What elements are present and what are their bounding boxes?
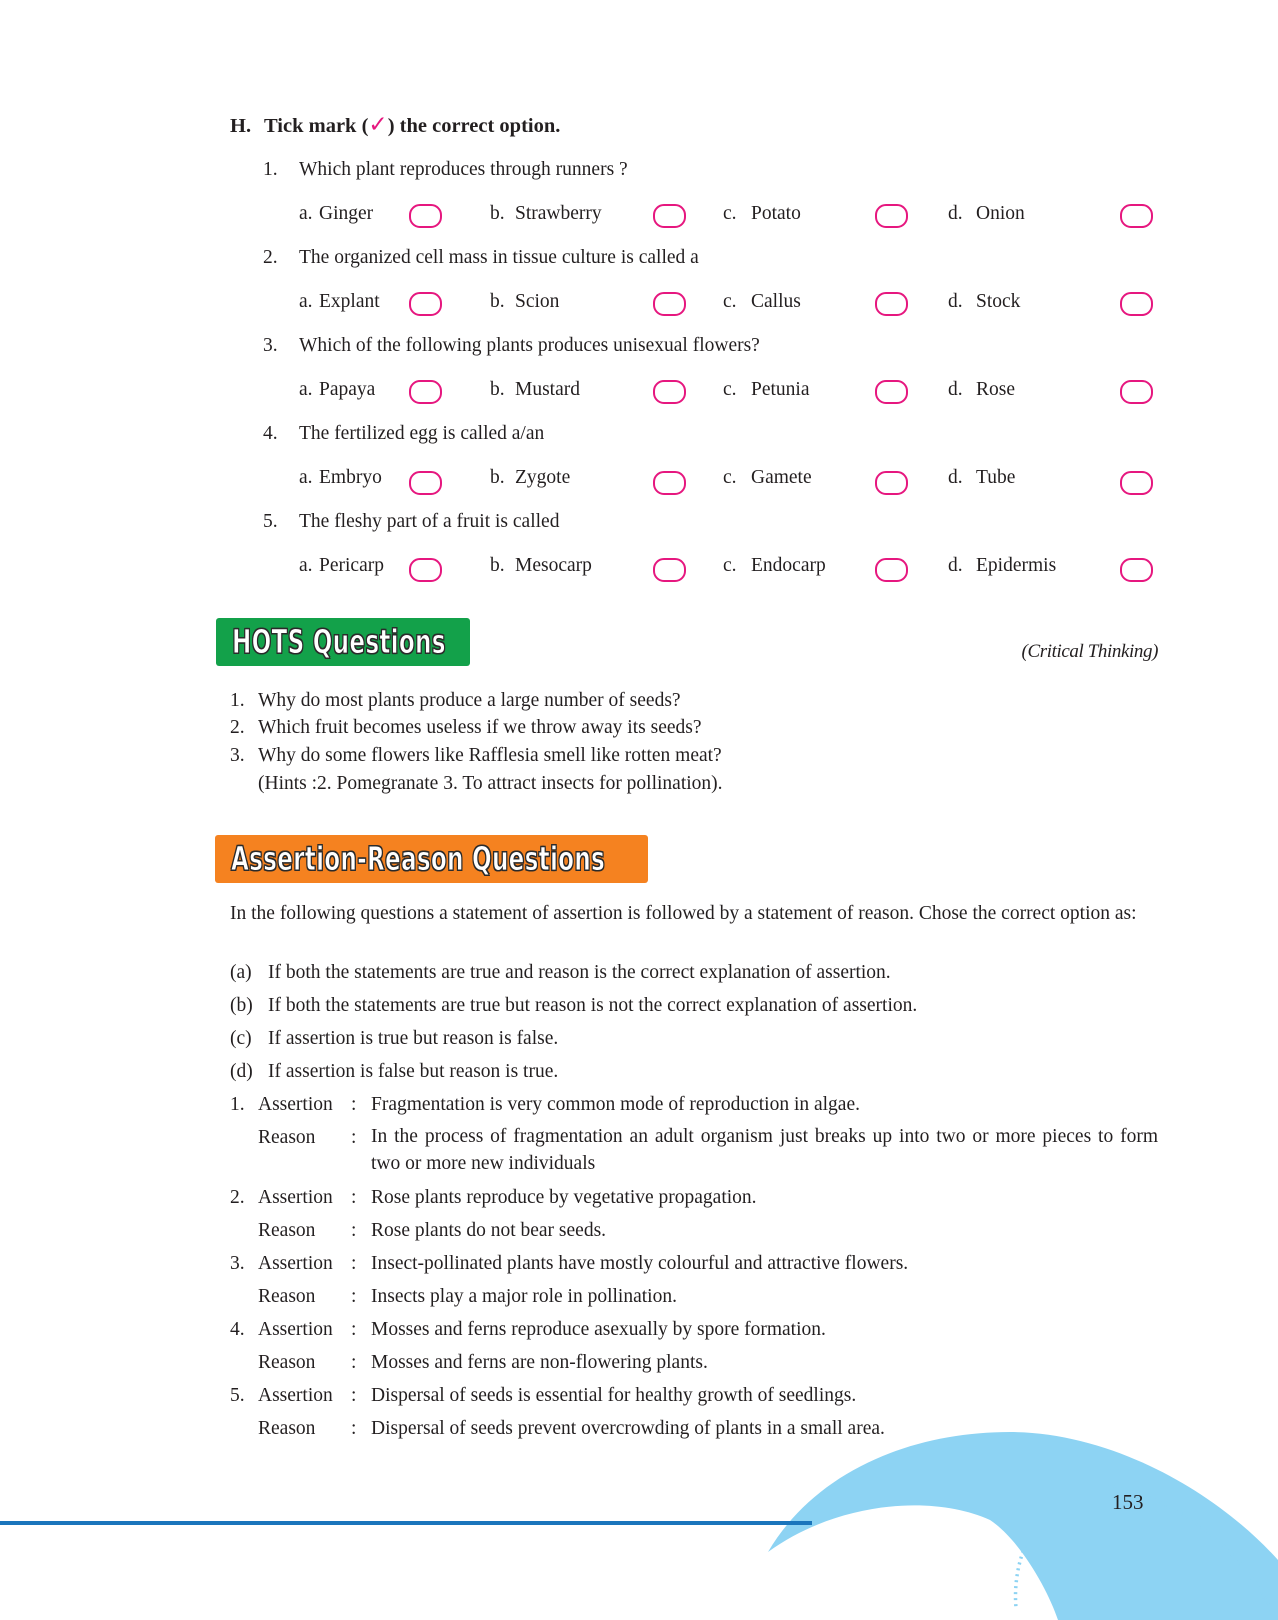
option-letter: d. <box>948 379 963 400</box>
option-letter: b. <box>490 203 505 224</box>
question-number: 4. <box>263 423 278 444</box>
answer-option-label: (b) <box>230 995 253 1016</box>
option-letter: d. <box>948 291 963 312</box>
option-text: Callus <box>751 291 801 312</box>
hots-question-number: 1. <box>230 690 245 711</box>
option-text: Pericarp <box>319 555 384 576</box>
question-text: The organized cell mass in tissue culture is called a <box>299 247 699 268</box>
option-text: Ginger <box>319 203 374 224</box>
hots-question-number: 3. <box>230 745 245 766</box>
option-letter: b. <box>490 467 505 488</box>
reason-label: Reason <box>258 1127 316 1148</box>
ar-question-number: 1. <box>230 1094 245 1115</box>
question-number: 5. <box>263 511 278 532</box>
option-text: Mustard <box>515 379 580 400</box>
reason-label: Reason <box>258 1418 316 1439</box>
page-number: 153 <box>1112 1490 1144 1514</box>
option-letter: a. <box>299 291 313 312</box>
question-text: Which of the following plants produces unisexual flowers? <box>299 335 760 356</box>
option-letter: d. <box>948 203 963 224</box>
hots-question-number: 2. <box>230 717 245 738</box>
hots-question-text: Why do most plants produce a large number of seeds? <box>258 690 681 711</box>
colon: : <box>351 1127 357 1148</box>
assertion-reason-intro: In the following questions a statement of assertion is followed by a statement of reason. Chose the correct option as: <box>230 903 1137 924</box>
reason-text: Mosses and ferns are non-flowering plants. <box>371 1352 708 1373</box>
assertion-text: Fragmentation is very common mode of reproduction in algae. <box>371 1094 860 1115</box>
reason-text: In the process of fragmentation an adult organism just breaks up into two or more pieces to form two or more new individuals <box>371 1126 1158 1174</box>
reason-text: Dispersal of seeds prevent overcrowding of plants in a small area. <box>371 1418 885 1439</box>
assertion-label: Assertion <box>258 1094 333 1115</box>
assertion-text: Rose plants reproduce by vegetative propagation. <box>371 1187 757 1208</box>
option-text: Rose <box>976 379 1015 400</box>
assertion-text: Mosses and ferns reproduce asexually by spore formation. <box>371 1319 826 1340</box>
option-letter: c. <box>723 291 737 312</box>
assertion-label: Assertion <box>258 1319 333 1340</box>
option-text: Embryo <box>319 467 382 488</box>
answer-option-text: If both the statements are true but reason is not the correct explanation of assertion. <box>268 995 918 1016</box>
option-letter: c. <box>723 379 737 400</box>
colon: : <box>351 1385 357 1406</box>
colon: : <box>351 1253 357 1274</box>
critical-thinking-label: (Critical Thinking) <box>1021 641 1158 662</box>
option-text: Zygote <box>515 467 571 488</box>
option-letter: c. <box>723 203 737 224</box>
question-number: 3. <box>263 335 278 356</box>
colon: : <box>351 1187 357 1208</box>
hots-hints: (Hints :2. Pomegranate 3. To attract insects for pollination). <box>258 773 723 794</box>
option-text: Explant <box>319 291 380 312</box>
reason-text: Insects play a major role in pollination. <box>371 1286 677 1307</box>
colon: : <box>351 1418 357 1439</box>
ar-question-number: 4. <box>230 1319 245 1340</box>
assertion-label: Assertion <box>258 1253 333 1274</box>
option-text: Petunia <box>751 379 810 400</box>
question-number: 1. <box>263 159 278 180</box>
option-letter: d. <box>948 555 963 576</box>
option-letter: c. <box>723 555 737 576</box>
colon: : <box>351 1286 357 1307</box>
colon: : <box>351 1319 357 1340</box>
option-letter: b. <box>490 555 505 576</box>
option-letter: a. <box>299 203 313 224</box>
option-letter: c. <box>723 467 737 488</box>
option-letter: b. <box>490 291 505 312</box>
option-text: Potato <box>751 203 801 224</box>
section-h-title-end: ) the correct option. <box>387 115 561 137</box>
hots-title: HOTS Questions <box>232 622 446 661</box>
option-text: Onion <box>976 203 1025 224</box>
answer-option-label: (d) <box>230 1061 253 1082</box>
assertion-text: Insect-pollinated plants have mostly colourful and attractive flowers. <box>371 1253 909 1274</box>
reason-label: Reason <box>258 1352 316 1373</box>
assertion-reason-title: Assertion-Reason Questions <box>231 839 606 878</box>
option-letter: b. <box>490 379 505 400</box>
answer-option-text: If assertion is true but reason is false. <box>268 1028 559 1049</box>
option-letter: a. <box>299 555 313 576</box>
option-letter: d. <box>948 467 963 488</box>
answer-option-text: If both the statements are true and reason is the correct explanation of assertion. <box>268 962 891 983</box>
option-text: Epidermis <box>976 555 1057 576</box>
option-text: Papaya <box>319 379 376 400</box>
option-text: Mesocarp <box>515 555 592 576</box>
section-h-title-start: Tick mark ( <box>264 115 369 137</box>
footer-rule <box>0 1521 812 1525</box>
hots-question-text: Why do some flowers like Rafflesia smell like rotten meat? <box>258 745 722 766</box>
ar-question-number: 3. <box>230 1253 245 1274</box>
section-h-label: H. <box>230 115 252 137</box>
option-text: Strawberry <box>515 203 602 224</box>
option-letter: a. <box>299 379 313 400</box>
option-text: Gamete <box>751 467 812 488</box>
option-text: Tube <box>976 467 1016 488</box>
assertion-label: Assertion <box>258 1385 333 1406</box>
colon: : <box>351 1094 357 1115</box>
assertion-label: Assertion <box>258 1187 333 1208</box>
reason-label: Reason <box>258 1220 316 1241</box>
reason-label: Reason <box>258 1286 316 1307</box>
option-text: Scion <box>515 291 560 312</box>
hots-question-text: Which fruit becomes useless if we throw away its seeds? <box>258 717 702 738</box>
tick-mark-icon: ✓ <box>368 112 388 138</box>
colon: : <box>351 1352 357 1373</box>
question-text: Which plant reproduces through runners ? <box>299 159 628 180</box>
ar-question-number: 5. <box>230 1385 245 1406</box>
ar-question-number: 2. <box>230 1187 245 1208</box>
answer-option-label: (a) <box>230 962 252 983</box>
answer-option-label: (c) <box>230 1028 252 1049</box>
colon: : <box>351 1220 357 1241</box>
reason-text: Rose plants do not bear seeds. <box>371 1220 607 1241</box>
answer-option-text: If assertion is false but reason is true. <box>268 1061 559 1082</box>
assertion-text: Dispersal of seeds is essential for healthy growth of seedlings. <box>371 1385 857 1406</box>
question-number: 2. <box>263 247 278 268</box>
option-text: Stock <box>976 291 1021 312</box>
option-text: Endocarp <box>751 555 826 576</box>
question-text: The fleshy part of a fruit is called <box>299 511 560 532</box>
question-text: The fertilized egg is called a/an <box>299 423 545 444</box>
option-letter: a. <box>299 467 313 488</box>
